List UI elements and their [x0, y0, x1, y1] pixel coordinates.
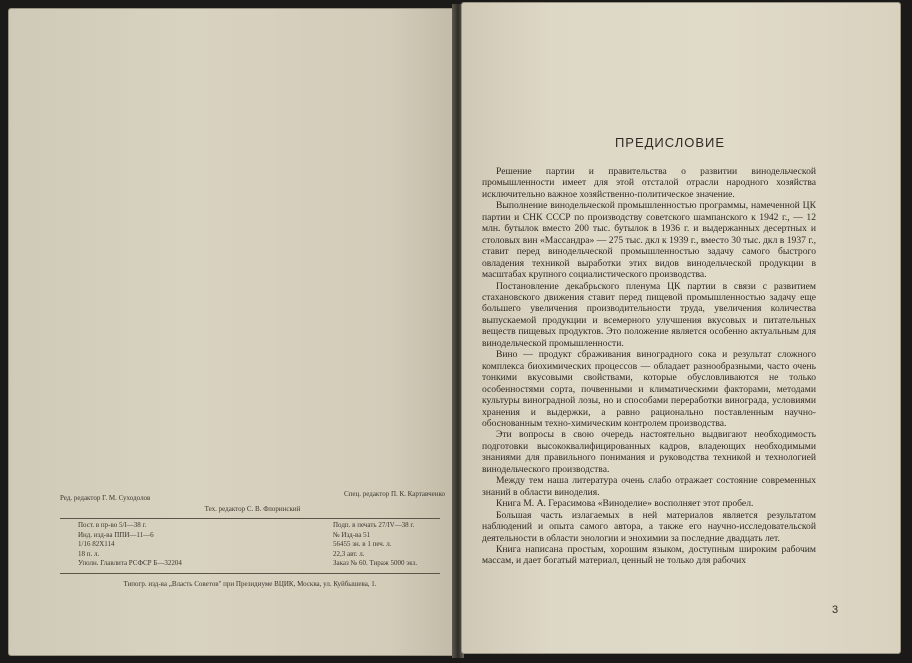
- divider-bottom: [60, 573, 440, 574]
- imprint-left-line: 18 п. л.: [78, 549, 100, 558]
- imprint-left-line: Пост. в пр-во 5/I—38 г.: [78, 521, 147, 529]
- divider-top: [60, 518, 440, 519]
- imprint-col-left: [78, 521, 248, 569]
- paragraph: Выполнение винодельческой промышленностью программы, намеченной ЦК партии и СНК СССР по производству советского шампанского к 1942 г., — 12 млн. бутылок вместо 200 тыс. бутылок в 1936 г. и выдержанных десертных и столовых вин «Массандра» — 275 тыс. дкл к 1939 г., вместо 30 тыс. дкл в 1937 г., ставит перед винодельческой промышленностью задачу самого быстрого овладения техникой выработки этих видов винодельческой продукции в масштабах крупного социалистического производства.: [482, 200, 816, 281]
- editor-line: Ред. редактор Г. М. Суходолов: [60, 494, 151, 502]
- tech-editor-line: Тех. редактор С. В. Флоринский: [204, 505, 301, 513]
- imprint-left-line: Уполн. Главлита РСФСР Б—32204: [78, 559, 182, 567]
- imprint-right-line: № Изд-ва 51: [333, 530, 371, 539]
- preface-body: [482, 166, 816, 567]
- paragraph: Эти вопросы в свою очередь настоятельно выдвигают необходимость подготовки высококвалифицированных кадров, владеющих необходимыми знаниями для правильного понимания и руководства техникой и технологией винодельческого производства.: [482, 429, 816, 475]
- imprint-right-line: 56455 зн. в 1 печ. л.: [333, 540, 392, 548]
- imprint-left-line: 1/16 82Х114: [78, 540, 115, 548]
- imprint-block: [60, 490, 445, 515]
- paragraph: Большая часть излагаемых в ней материалов является результатом наблюдений и опыта самого автора, а также его научно-исследовательской деятельности в области энологии и энохимии за последние двадцать лет.: [482, 509, 816, 544]
- imprint-right-line: Подп. в печать 27/IV—38 г.: [333, 521, 415, 529]
- imprint-left-line: Инд. изд-ва ППИ—11—6: [78, 530, 154, 539]
- paragraph: Книга М. А. Герасимова «Виноделие» восполняет этот пробел.: [496, 498, 754, 510]
- paragraph: Между тем наша литература очень слабо отражает состояние современных знаний в области виноделия.: [482, 475, 816, 498]
- paragraph: Постановление декабрьского пленума ЦК партии в связи с развитием стахановского движения ставит перед пищевой промышленностью задачу еще большего увеличения производительности труда, увеличения количества выпускаемой продукции и всемерного улучшения вкусовых и питательных веществ пищевых продуктов. Это положение является особенно актуальным для винодельческой промышленности.: [482, 280, 816, 349]
- imprint-right-line: Заказ № 60. Тираж 5000 экз.: [333, 559, 418, 567]
- spec-editor-line: Спец. редактор П. К. Картавченко: [343, 490, 445, 498]
- page-title: ПРЕДИСЛОВИЕ: [614, 135, 726, 150]
- paragraph: Книга написана простым, хорошим языком, доступным широким рабочим массам, и дает богатый материал, ценный не только для рабочих: [482, 543, 816, 567]
- page-number: 3: [832, 604, 839, 616]
- imprint-right-line: 22,3 авт. л.: [333, 549, 365, 558]
- paragraph: Решение партии и правительства о развитии винодельческой промышленности имеет для этой отсталой отрасли народного хозяйства исключительно важное хозяйственно-политическое значение.: [482, 166, 816, 200]
- printer-line: Типогр. изд-ва „Власть Советов" при Президиуме ВЦИК, Москва, ул. Куйбышева, 1.: [123, 580, 377, 588]
- paragraph: Вино — продукт сбраживания виноградного сока и результат сложного комплекса биохимических процессов — обладает разнообразными, часто очень тонкими вкусовыми свойствами, которые обусловливаются не только особенностями сорта, почвенными и климатическими факторами, методами культуры виноградной лозы, но и способами переработки винограда, условиями хранения и выдержки, а равно рационально поставленным научно-обоснованным техно-химическим контролем производства.: [482, 349, 816, 429]
- imprint-col-right: [333, 521, 453, 569]
